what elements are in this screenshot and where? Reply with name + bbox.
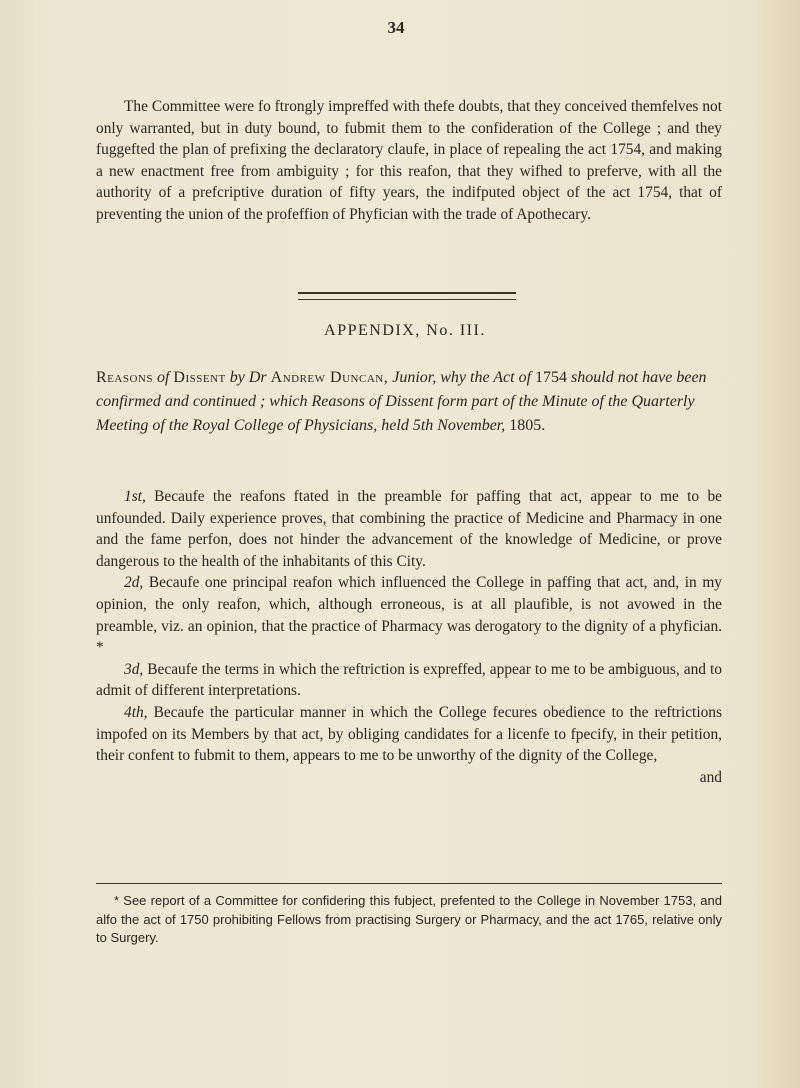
intro-section: [96, 96, 722, 226]
reason-number: 3d,: [124, 660, 144, 678]
heading-phrase-junior: Junior, why the Act of: [392, 369, 532, 386]
footnote-text: * See report of a Committee for confidering this fubject, prefented to the College in November 1753, and alfo the act of 1750 prohibiting Fellows from practising Surgery or Pharmacy, and the act 1765, relative only to Surgery.: [96, 893, 722, 945]
intro-paragraph: The Committee were fo ftrongly impreffed with thefe doubts, that they conceived themfelves not only warranted, but in duty bound, to fubmit them to the confideration of the College ; and they fuggefted the plan of prefixing the declaratory claufe, in place of repealing the act 1754, and making a new enactment free from ambiguity ; for this reafon, that they wifhed to preferve, with all the authority of a prefcriptive duration of fifty years, the indifputed object of the act 1754, that of preventing the union of the profeffion of Phyfician with the trade of Apothecary.: [96, 98, 722, 223]
footnote: [96, 892, 722, 948]
heading-word-dissent: Dissent: [173, 369, 226, 386]
heading-word-of: of: [156, 369, 170, 386]
heading-word-reasons: Reasons: [96, 369, 153, 386]
heading-year-1754: 1754: [535, 369, 568, 386]
reason-text: Becaufe one principal reafon which influenced the College in paffing that act, and, in my opinion, the only reafon, which, although erroneous, is at all plaufible, is not avowed in the preamble, viz. an opinion, that the practice of Pharmacy was derogatory to the dignity of a phyfician. *: [96, 574, 722, 657]
heading-word-dr: Dr: [248, 369, 267, 386]
reason-number: 4th,: [124, 703, 148, 721]
reason-number: 1st,: [124, 488, 146, 505]
reasons-heading: [96, 366, 722, 438]
page-number: 34: [387, 18, 405, 37]
reason-item: [96, 702, 722, 788]
reason-number: 2d,: [124, 574, 144, 592]
heading-phrase-main: should not have been confirmed and continued ; which Reasons of Dissent form part of the Minute of the Quarterly Meeting of the Royal College of Physicians, held: [96, 369, 707, 434]
reason-text: Becaufe the particular manner in which the College fecures obedience to the reftrictions impofed on its Members by that act, by obliging candidates for a licenfe to fpecify, in their petition, their confent to fubmit to them, appears to me to be unworthy of the dignity of the College,: [96, 703, 722, 765]
section-divider: [298, 292, 516, 300]
heading-date: 5th November,: [412, 417, 506, 434]
heading-author-name: Andrew Duncan,: [270, 369, 389, 386]
appendix-heading: APPENDIX, No. III.: [324, 322, 486, 339]
reason-item: [96, 572, 722, 658]
reason-text: Becaufe the terms in which the reftriction is expreffed, appear to me to be ambiguous, and to admit of different interpretations.: [96, 660, 722, 700]
footnote-divider: [96, 883, 722, 884]
heading-word-by: by: [229, 369, 245, 386]
reason-item: [96, 659, 722, 702]
reasons-list: [96, 486, 722, 788]
reason-text: Becaufe the reafons ftated in the preamble for paffing that act, appear to me to be unfounded. Daily experience proves, that combining the practice of Medicine and Pharmacy in one and the fame perfon, does not hinder the advancement of the knowledge of Medicine, or prove dangerous to the health of the inhabitants of this City.: [96, 488, 722, 570]
heading-year-1805: 1805.: [509, 417, 546, 434]
reason-item: [96, 486, 722, 572]
reason-catchword: and: [699, 768, 722, 786]
